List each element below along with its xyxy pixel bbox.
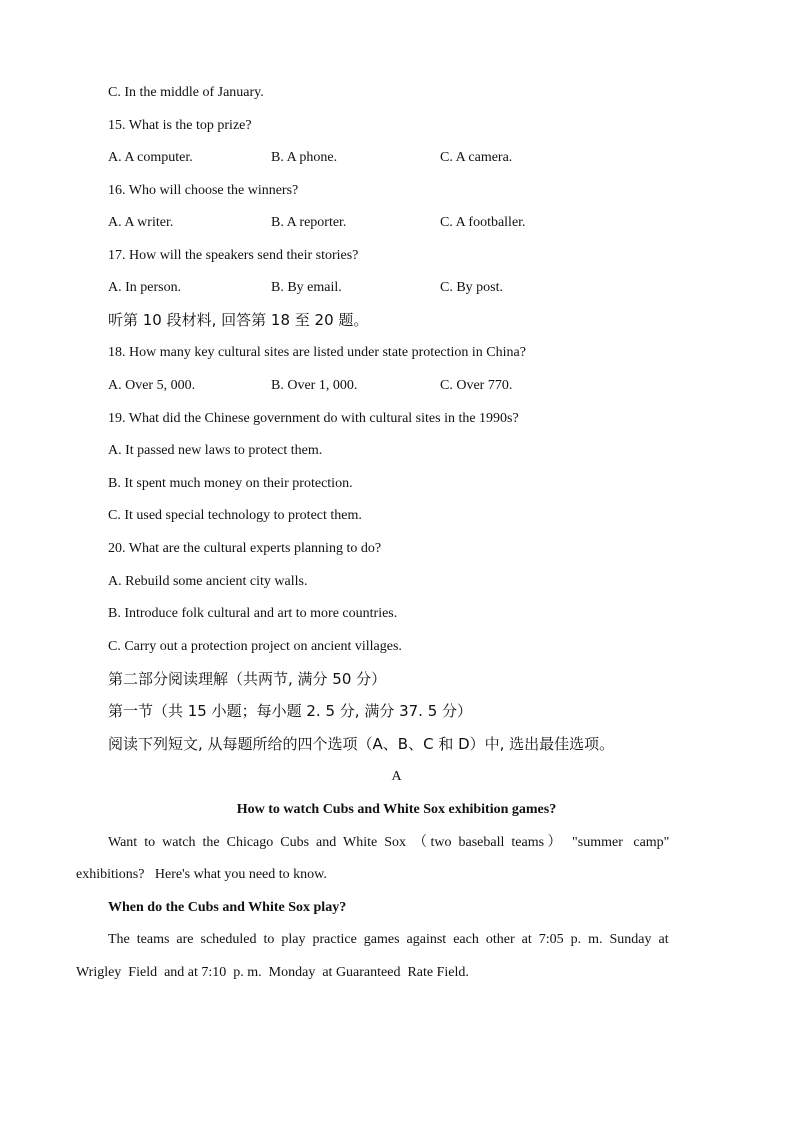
q19-option-c: C. It used special technology to protect them. — [108, 508, 362, 523]
question-19: 19. What did the Chinese government do with cultural sites in the 1990s? — [108, 411, 519, 426]
q17-option-b: B. By email. — [271, 280, 342, 295]
section-10-instruction: 听第 10 段材料, 回答第 18 至 20 题。 — [108, 311, 369, 329]
q17-option-a: A. In person. — [108, 280, 182, 295]
q16-option-c: C. A footballer. — [440, 215, 526, 230]
subheading-when: When do the Cubs and White Sox play? — [108, 900, 347, 915]
passage-letter: A — [391, 769, 402, 784]
para2-line2: Wrigley Field and at 7:10 p. m. Monday at Guaranteed Rate Field. — [76, 965, 469, 980]
para1-line1: Want to watch the Chicago Cubs and White Sox （ two baseball teams ） "summer camp" — [108, 835, 670, 850]
reading-instruction: 阅读下列短文, 从每题所给的四个选项（A、B、C 和 D）中, 选出最佳选项。 — [108, 735, 615, 753]
para2-line1: The teams are scheduled to play practice games against each other at 7:05 p. m. Sunday at — [108, 932, 669, 947]
q18-option-a: A. Over 5, 000. — [108, 378, 196, 393]
part-two-title: 第二部分阅读理解（共两节, 满分 50 分） — [108, 670, 387, 688]
question-16: 16. Who will choose the winners? — [108, 183, 299, 198]
para1-line2: exhibitions? Here's what you need to know. — [76, 867, 327, 882]
question-20: 20. What are the cultural experts planning to do? — [108, 541, 382, 556]
q14-option-c: C. In the middle of January. — [108, 85, 264, 100]
q16-option-b: B. A reporter. — [271, 215, 347, 230]
q16-option-a: A. A writer. — [108, 215, 174, 230]
q15-option-b: B. A phone. — [271, 150, 338, 165]
q19-option-b: B. It spent much money on their protection. — [108, 476, 353, 491]
section-one-title: 第一节（共 15 小题；每小题 2. 5 分, 满分 37. 5 分） — [108, 702, 473, 720]
q19-option-a: A. It passed new laws to protect them. — [108, 443, 323, 458]
q20-option-b: B. Introduce folk cultural and art to more countries. — [108, 606, 398, 621]
q17-option-c: C. By post. — [440, 280, 504, 295]
question-18: 18. How many key cultural sites are listed under state protection in China? — [108, 345, 526, 360]
q20-option-c: C. Carry out a protection project on ancient villages. — [108, 639, 402, 654]
question-17: 17. How will the speakers send their stories? — [108, 248, 359, 263]
question-15: 15. What is the top prize? — [108, 118, 252, 133]
question-17-options — [108, 279, 708, 297]
q18-option-c: C. Over 770. — [440, 378, 513, 393]
question-15-options — [108, 149, 708, 167]
q15-option-a: A. A computer. — [108, 150, 193, 165]
passage-title: How to watch Cubs and White Sox exhibition games? — [236, 802, 557, 817]
question-18-options — [108, 377, 708, 395]
q18-option-b: B. Over 1, 000. — [271, 378, 358, 393]
q20-option-a: A. Rebuild some ancient city walls. — [108, 574, 308, 589]
q15-option-c: C. A camera. — [440, 150, 513, 165]
question-16-options — [108, 214, 708, 232]
